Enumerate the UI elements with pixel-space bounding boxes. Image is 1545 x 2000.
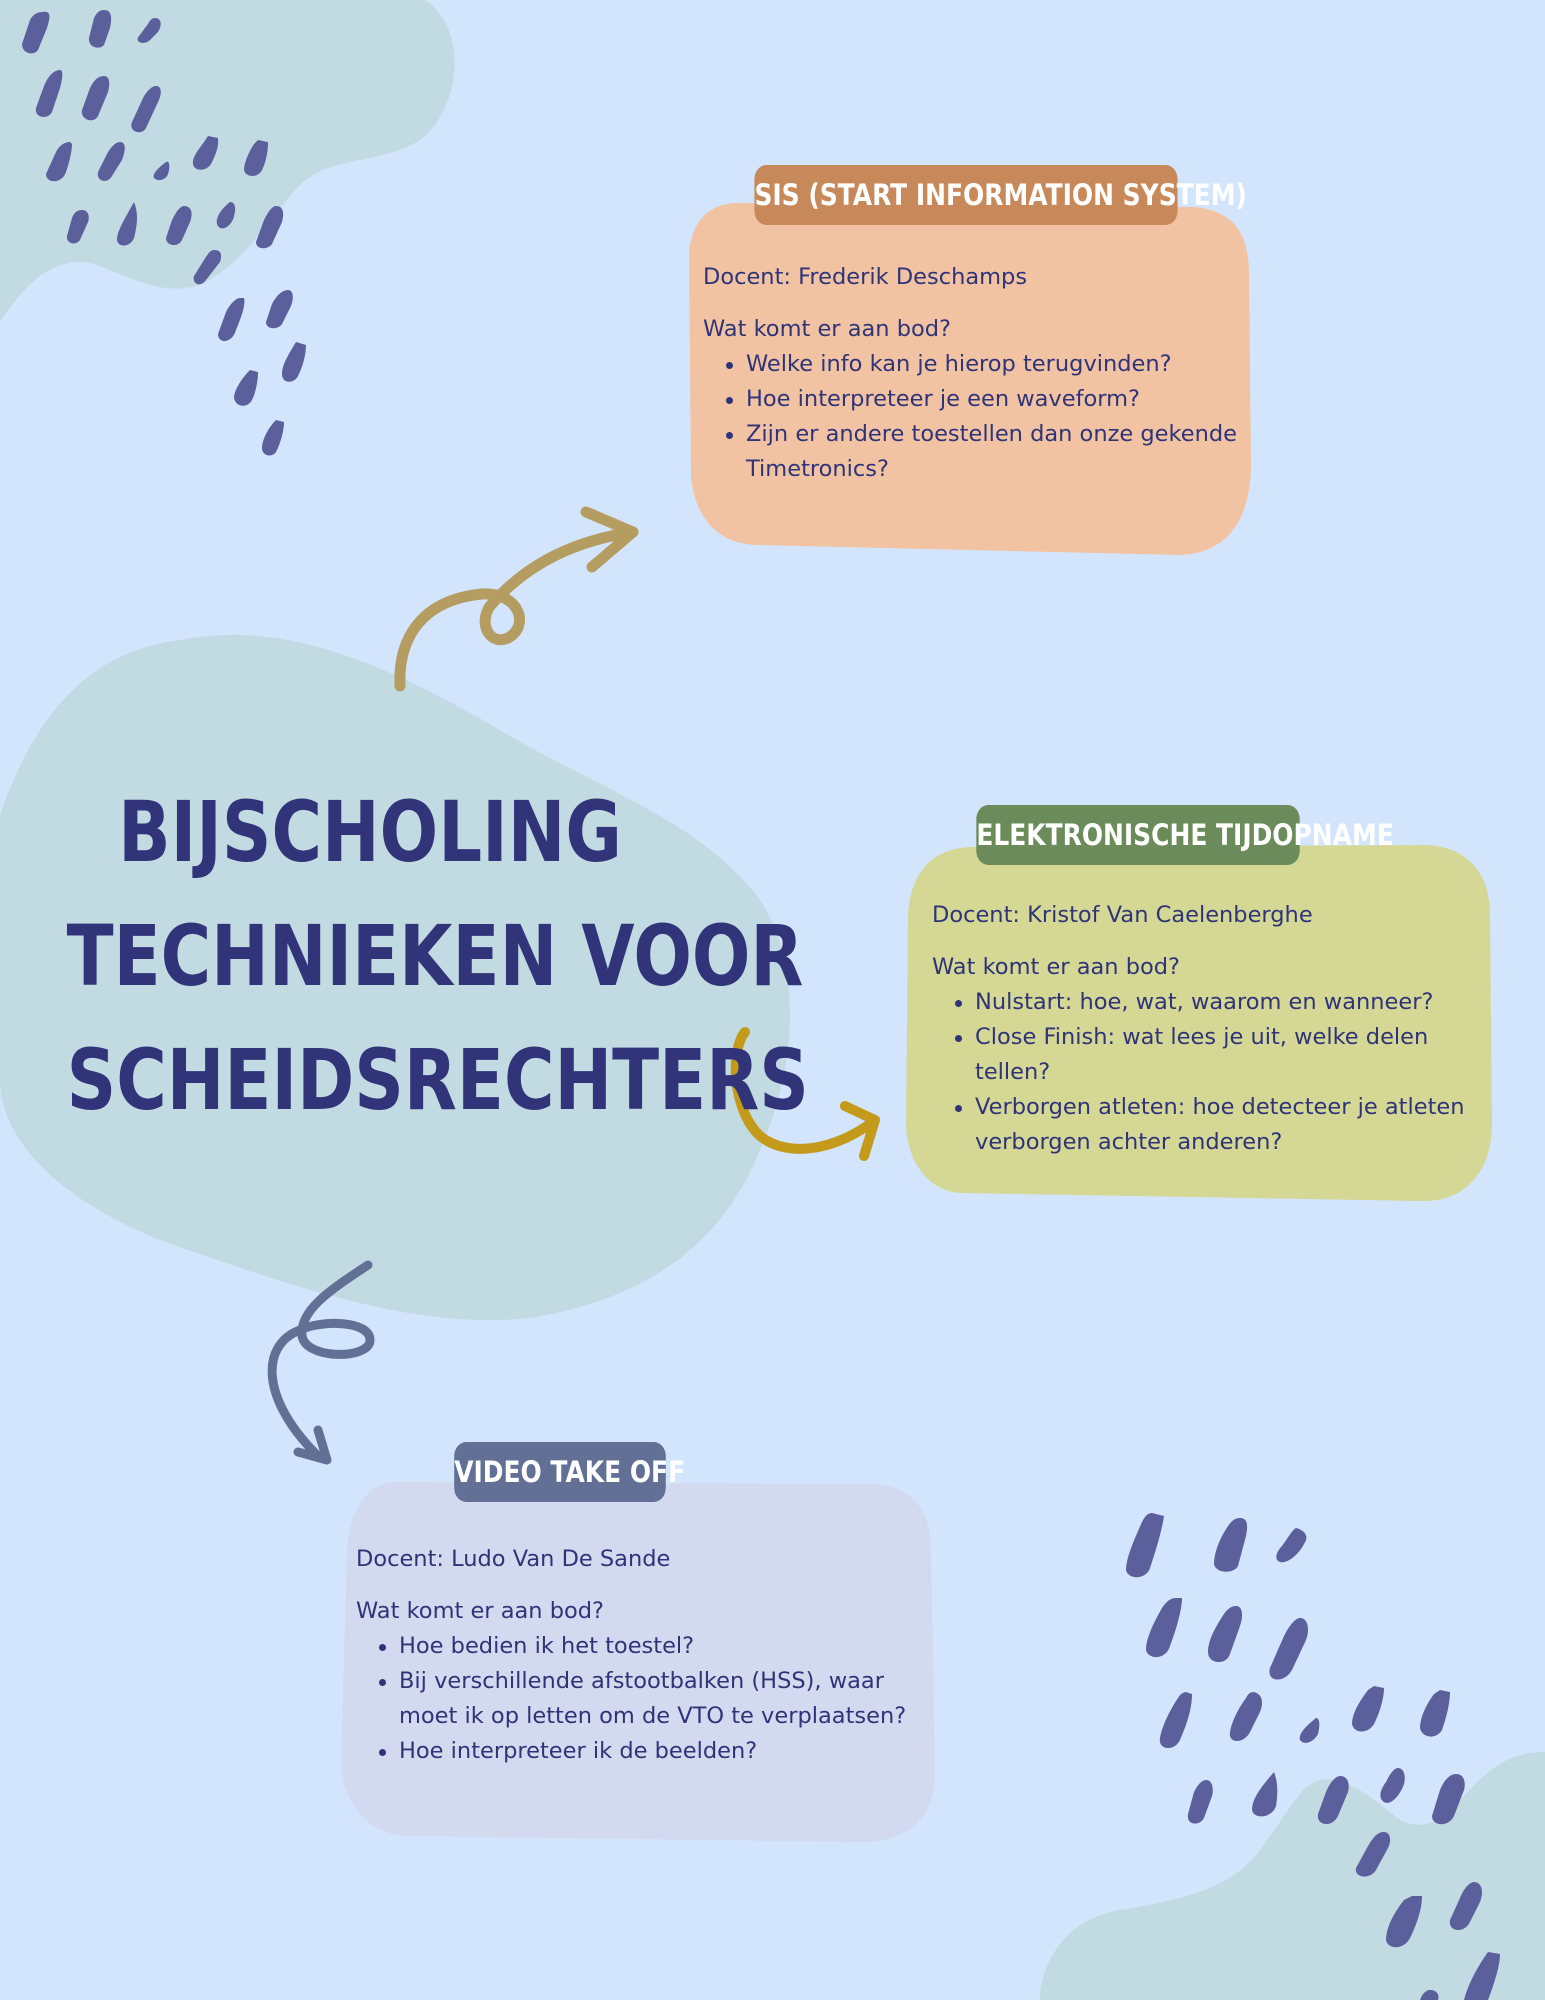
card-tijdopname [900, 805, 1500, 1205]
page-title [0, 770, 809, 1142]
card-vto-list [356, 1629, 936, 1769]
card-sis-question: Wat komt er aan bod? [703, 316, 951, 342]
card-sis-list [703, 347, 1243, 487]
title-line-3: SCHEIDSRECHTERS [66, 1031, 809, 1129]
card-tijdopname-tag: ELEKTRONISCHE TIJDOPNAME [976, 805, 1299, 865]
list-item: Close Finish: wat lees je uit, welke delen tellen? [975, 1020, 1492, 1090]
card-vto-content [356, 1542, 936, 1769]
card-tijdopname-docent: Docent: Kristof Van Caelenberghe [932, 902, 1313, 928]
card-vto-docent: Docent: Ludo Van De Sande [356, 1546, 671, 1572]
card-tijdopname-list [932, 985, 1492, 1160]
card-sis-content [703, 260, 1243, 487]
list-item: Hoe bedien ik het toestel? [399, 1629, 936, 1664]
card-tijdopname-content [932, 898, 1492, 1160]
card-vto-question: Wat komt er aan bod? [356, 1598, 604, 1624]
card-tijdopname-question: Wat komt er aan bod? [932, 954, 1180, 980]
card-sis-docent: Docent: Frederik Deschamps [703, 264, 1028, 290]
title-line-1: BIJSCHOLING [118, 783, 622, 881]
card-vto-tag: VIDEO TAKE OFF [454, 1442, 666, 1502]
list-item: Hoe interpreteer ik de beelden? [399, 1734, 936, 1769]
card-sis-tag: SIS (START INFORMATION SYSTEM) [754, 165, 1177, 225]
card-sis [675, 165, 1255, 565]
bottom-right-blob [1040, 1752, 1545, 2000]
card-vto [335, 1442, 945, 1852]
arrow-to-sis-icon [400, 512, 633, 686]
list-item: Welke info kan je hierop terugvinden? [746, 347, 1243, 382]
list-item: Nulstart: hoe, wat, waarom en wanneer? [975, 985, 1492, 1020]
list-item: Bij verschillende afstootbalken (HSS), waar moet ik op letten om de VTO te verplaatsen? [399, 1664, 936, 1734]
list-item: Hoe interpreteer je een waveform? [746, 382, 1243, 417]
list-item: Zijn er andere toestellen dan onze gekende Timetronics? [746, 417, 1243, 487]
title-line-2: TECHNIEKEN VOOR [66, 907, 804, 1005]
list-item: Verborgen atleten: hoe detecteer je atleten verborgen achter anderen? [975, 1090, 1492, 1160]
